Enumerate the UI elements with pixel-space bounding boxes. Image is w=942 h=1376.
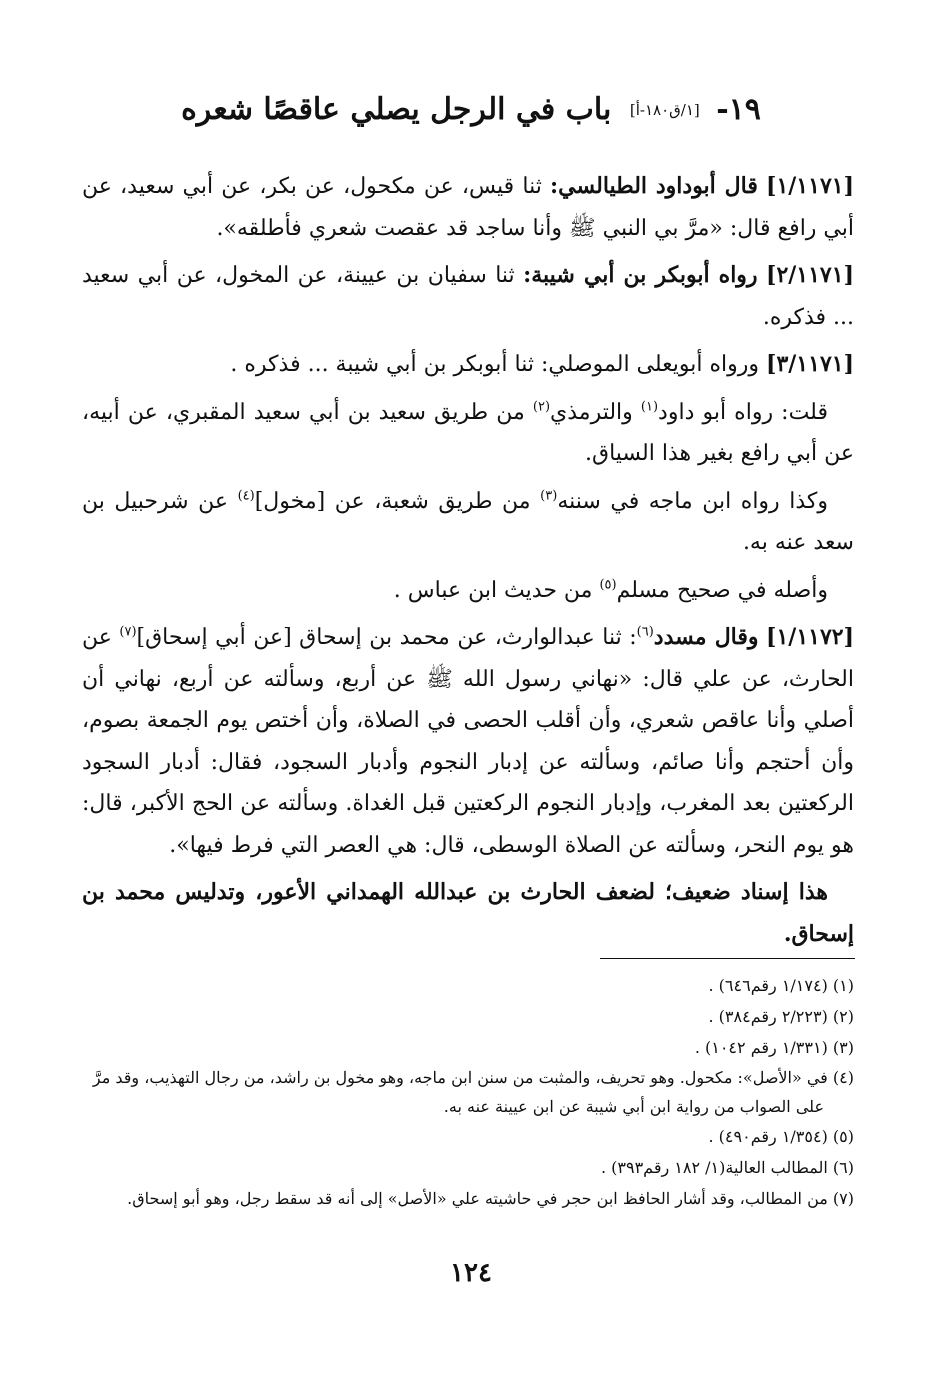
footnote-ref: (٤)	[237, 488, 255, 504]
commentary-paragraph	[82, 392, 854, 475]
footnote-6: (٦) المطالب العالية(١/ ١٨٢ رقم٣٩٣) .	[600, 1158, 854, 1177]
manuscript-ref: [١/ق١٨٠-أ]	[629, 101, 700, 119]
narrator-lead: وقال مسدد	[653, 624, 759, 650]
commentary-text: وأصله في صحيح مسلم	[616, 577, 828, 603]
hadith-number: [٣/١١٧١]	[766, 351, 854, 377]
hadith-number: [٢/١١٧١]	[766, 262, 854, 288]
commentary-text: وكذا رواه ابن ماجه في سننه	[557, 488, 829, 514]
narrator-lead: قال أبوداود الطيالسي:	[550, 173, 758, 199]
footnote-ref: (٦)	[636, 624, 654, 640]
grading-paragraph: هذا إسناد ضعيف؛ لضعف الحارث بن عبدالله الهمداني الأعور، وتدليس محمد بن إسحاق.	[82, 879, 854, 947]
hadith-text: عن الحارث، عن علي قال: «نهاني رسول الله ﷺ عن أربع، وسألته عن أربع، نهاني أن أصلي وأنا عاقص شعري، وأن أقلب الحصى في الصلاة، وأن أختص يوم الجمعة بصوم، وأن أحتجم وأنا صائم، وسألته عن إدبار النجوم وأدبار السجود، فقال: أدبار السجود الركعتين بعد المغرب، وإدبار النجوم الركعتين قبل الغداة. وسألته عن الحج الأكبر، قال: هو يوم النحر، وسألته عن الصلاة الوسطى، قال: هي العصر التي فرط فيها».	[82, 625, 854, 858]
footnote-7: (٧) من المطالب، وقد أشار الحافظ ابن حجر في حاشيته علي «الأصل» إلى أنه قد سقط رجل، وهو أبو إسحاق.	[127, 1189, 854, 1208]
footnote-1: (١) (١/١٧٤ رقم٦٤٦) .	[708, 976, 854, 995]
paragraph-1172-1	[82, 617, 854, 866]
chapter-title	[120, 92, 822, 127]
hadith-text: ثنا قيس، عن مكحول، عن بكر، عن أبي سعيد، عن أبي رافع قال: «مرَّ بي النبي ﷺ وأنا ساجد قد عقصت شعري فأطلقه».	[82, 174, 854, 241]
hadith-number: [١/١١٧١]	[766, 173, 854, 199]
footnote-4: (٤) في «الأصل»: مكحول. وهو تحريف، والمثبت من سنن ابن ماجه، وهو مخول بن راشد، من رجال التهذيب، وقد مرَّ على الصواب من رواية ابن أبي شيبة عن ابن عيينة عنه به.	[92, 1068, 854, 1116]
commentary-paragraph	[82, 570, 854, 612]
footnote-2: (٢) (٢/٢٢٣ رقم٣٨٤) .	[708, 1007, 854, 1026]
commentary-text: من طريق سعيد بن أبي سعيد المقبري، عن أبيه، عن أبي رافع بغير هذا السياق.	[82, 399, 854, 466]
commentary-paragraph	[82, 481, 854, 564]
main-text	[82, 166, 854, 961]
paragraph-1171-1	[82, 166, 854, 249]
commentary-text: والترمذي	[550, 399, 633, 425]
narrator-lead: رواه أبوبكر بن أبي شيبة:	[523, 262, 758, 288]
footnote-5: (٥) (١/٣٥٤ رقم٤٩٠) .	[708, 1127, 854, 1146]
chapter-number: ١٩-	[716, 92, 761, 127]
footnote-3: (٣) (١/٣٣١ رقم ١٠٤٢) .	[694, 1038, 854, 1057]
footnote-ref: (٧)	[119, 624, 137, 640]
page-number: ١٢٤	[450, 1258, 492, 1288]
commentary-text: عن شرحبيل بن سعد عنه به.	[82, 488, 854, 555]
footnote-ref: (٥)	[599, 577, 617, 593]
paragraph-1171-3	[82, 344, 854, 386]
hadith-text: ورواه أبويعلى الموصلي: ثنا أبوبكر بن أبي شيبة ... فذكره .	[230, 352, 760, 377]
footnotes	[82, 970, 854, 1214]
footnote-divider	[600, 958, 855, 959]
footnote-ref: (٢)	[532, 399, 551, 415]
commentary-text: من طريق شعبة، عن [مخول]	[254, 488, 531, 514]
footnote-ref: (١)	[640, 399, 659, 415]
hadith-text: ثنا سفيان بن عيينة، عن المخول، عن أبي سعيد ... فذكره.	[82, 263, 854, 330]
chapter-heading: باب في الرجل يصلي عاقصًا شعره	[181, 92, 612, 127]
commentary-text: من حديث ابن عباس .	[393, 577, 593, 603]
hadith-text: : ثنا عبدالوارث، عن محمد بن إسحاق [عن أبي إسحاق]	[136, 625, 637, 650]
hadith-number: [١/١١٧٢]	[766, 624, 855, 650]
paragraph-1171-2	[82, 255, 854, 338]
footnote-ref: (٣)	[540, 488, 558, 504]
commentary-text: قلت: رواه أبو داود	[658, 399, 828, 425]
